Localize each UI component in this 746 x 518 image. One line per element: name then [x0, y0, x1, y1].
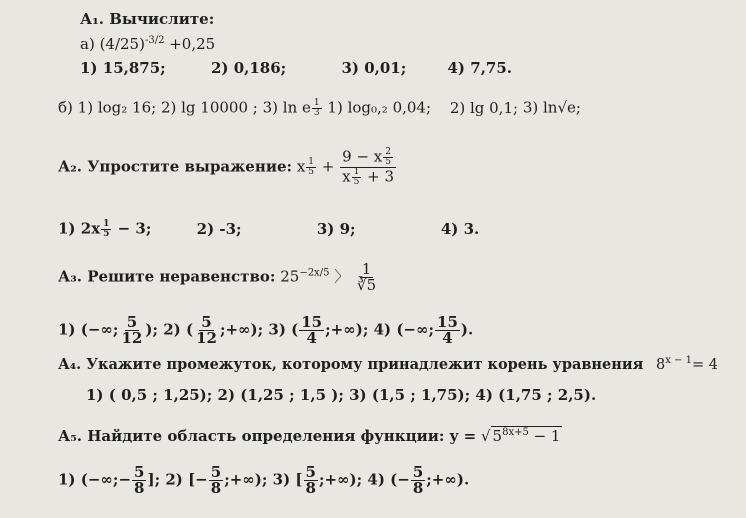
a1-b-line: б) 1) log₂ 16; 2) lg 10000 ; 3) ln e $\frac{1}{3}$ 1) log₀,₂ 0,04; 2) lg 0,1; 3) ln√e; — [58, 98, 581, 118]
a4-options: 1) ( 0,5 ; 1,25); 2) (1,25 ; 1,5 ); 3) (1,5 ; 1,75); 4) (1,75 ; 2,5). — [86, 386, 597, 404]
a5-options: 1) (−∞;− $\frac{5}{8}$ ]; 2) [− $\frac{5}{8}$ ;+∞); 3) [ $\frac{5}{8}$ ;+∞); 4) (− $\frac{5}{8}$ ;+∞). — [58, 463, 470, 497]
a3-options: 1) (−∞; $\frac{5}{12}$ ); 2) ( $\frac{5}{12}$ ;+∞); 3) ( $\frac{15}{4}$ ;+∞); 4) (−∞; $\frac{15}{4}$ ). — [58, 313, 474, 347]
a1-a-expression: а) $(4/25)^{-3/2} +0,25$ — [80, 35, 216, 53]
a1-title: А₁. Вычислите: — [80, 10, 215, 28]
a2-options: 1) 2x $\frac{1}{5}$ − 3; 2) -3; 3) 9; 4) 3. — [58, 219, 480, 239]
a5-line: А₅. Найдите область определения функции: y = √ $5^{8x+5} - 1$ — [58, 427, 561, 445]
a3-line: А₃. Решите неравенство: $25^{-2x/5}$ 〉 $\frac{1}{∛5}$ — [58, 260, 377, 294]
a2-line: А₂. Упростите выражение: x $\frac{1}{5}$ + 9 − x $\frac{2}{5}$ x $\frac{1}{5}$ + 3 — [58, 147, 395, 187]
a2-fraction: 9 − x $\frac{2}{5}$ x $\frac{1}{5}$ + 3 — [342, 147, 395, 187]
a1-options: 1) 15,875; 2) 0,186; 3) 0,01; 4) 7,75. — [80, 59, 513, 77]
a4-line: А₄. Укажите промежуток, которому принадлежит корень уравнения $8^{x - 1}= 4$ — [58, 355, 718, 373]
